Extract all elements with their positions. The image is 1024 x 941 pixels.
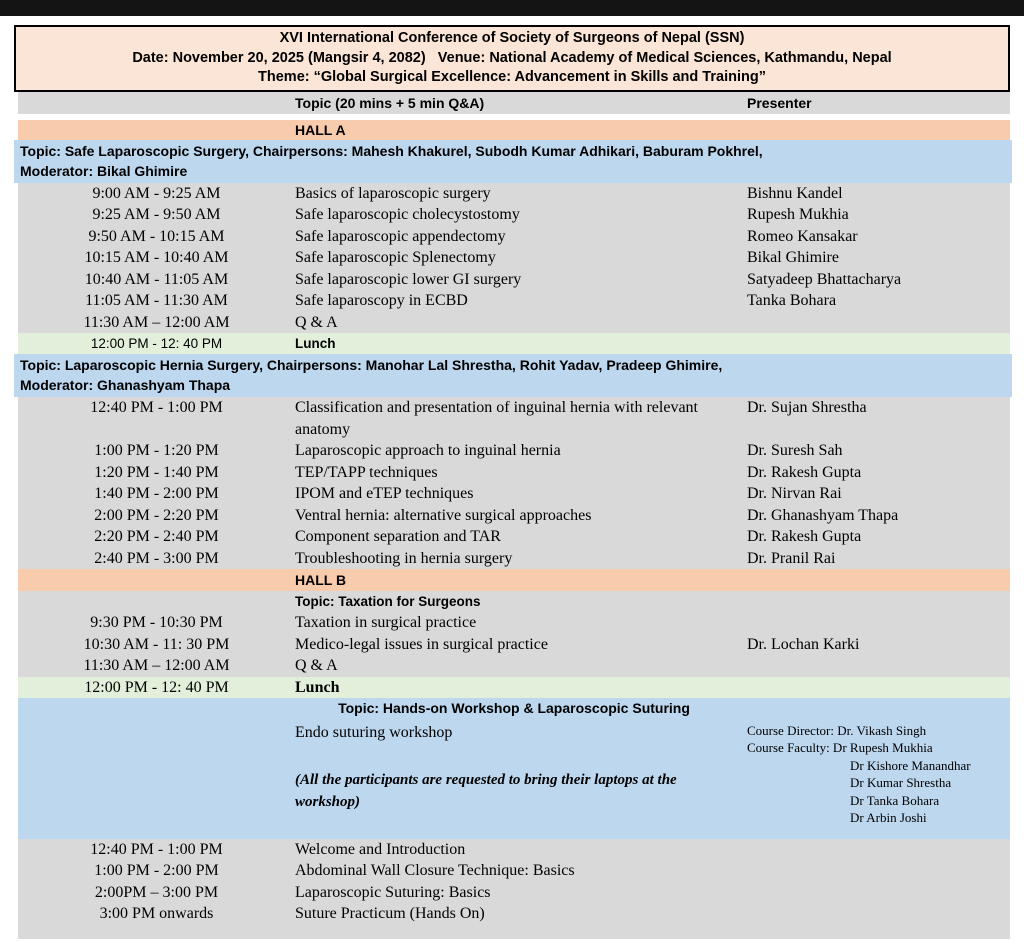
section-moderator-line: Moderator: Bikal Ghimire <box>20 162 188 179</box>
session-time: 1:00 PM - 1:20 PM <box>94 442 219 459</box>
session-presenter: Dr. Sujan Shrestha <box>747 399 867 416</box>
hall-a-section-header <box>14 140 1012 183</box>
session-time: 3:00 PM onwards <box>99 905 214 922</box>
column-header-row <box>18 92 1010 114</box>
session-row <box>18 269 1010 291</box>
session-presenter: Satyadeep Bhattacharya <box>747 270 902 288</box>
hall-b-subtopic-row <box>18 591 1010 612</box>
workshop-band: Topic: Hands-on Workshop & Laparoscopic Suturing <box>18 698 1010 719</box>
session-row <box>18 183 1010 205</box>
session-time: 2:40 PM - 3:00 PM <box>94 549 219 567</box>
session-presenter: Dr. Ghanashyam Thapa <box>747 506 899 524</box>
hall-b-band <box>18 569 1010 591</box>
session-presenter: Rupesh Mukhia <box>747 206 849 223</box>
session-row <box>18 882 1010 904</box>
session-topic: Q & A <box>295 657 338 674</box>
session-row <box>18 655 1010 677</box>
course-director: Course Director: Dr. Vikash Singh <box>747 722 927 738</box>
session-row <box>18 548 1010 570</box>
session-time: 11:05 AM - 11:30 AM <box>85 292 228 309</box>
hall-a-band <box>18 120 1010 140</box>
session-row <box>18 440 1010 462</box>
conference-header <box>14 25 1010 92</box>
session-row <box>18 462 1010 484</box>
lunch-label: Lunch <box>295 336 336 351</box>
session-row <box>18 634 1010 656</box>
course-faculty: Course Faculty: Dr Rupesh Mukhia <box>747 740 933 755</box>
session-time: 10:15 AM - 10:40 AM <box>84 249 229 266</box>
session-time: 1:40 PM - 2:00 PM <box>94 485 219 502</box>
workshop-body <box>18 719 1010 839</box>
session-time: 2:00PM – 3:00 PM <box>94 883 219 901</box>
session-time: 10:30 AM - 11: 30 PM <box>83 635 230 653</box>
lunch-label: Lunch <box>295 678 340 696</box>
session-row <box>18 839 1010 861</box>
session-time: 2:00 PM - 2:20 PM <box>94 506 219 524</box>
session-topic: Suture Practicum (Hands On) <box>295 905 485 922</box>
lunch-time: 12:00 PM - 12: 40 PM <box>90 336 223 351</box>
session-row <box>18 612 1010 634</box>
session-row <box>18 505 1010 527</box>
lunch-time: 12:00 PM - 12: 40 PM <box>84 678 229 696</box>
presenter-column-header: Presenter <box>747 94 812 111</box>
session-presenter: Dr. Lochan Karki <box>747 635 860 653</box>
session-row <box>18 312 1010 334</box>
section-title-line: Topic: Laparoscopic Hernia Surgery, Chairpersons: Manohar Lal Shrestha, Rohit Yadav, Pradeep Ghimire, <box>20 357 723 373</box>
subtopic-label: Topic: Taxation for Surgeons <box>295 594 481 609</box>
hall-a-label: HALL A <box>295 121 346 138</box>
hernia-section-header <box>14 354 1012 397</box>
session-topic: Safe laparoscopic appendectomy <box>295 227 506 245</box>
session-presenter: Dr. Rakesh Gupta <box>747 528 862 545</box>
faculty-member: Dr Tanka Bohara <box>850 792 940 808</box>
lunch-row <box>18 333 1010 354</box>
session-row <box>18 860 1010 882</box>
session-presenter: Dr. Nirvan Rai <box>747 485 842 502</box>
top-border-bar <box>0 0 1024 16</box>
session-presenter: Dr. Pranil Rai <box>747 549 836 567</box>
conference-title: XVI International Conference of Society of Surgeons of Nepal (SSN) <box>279 30 745 46</box>
session-row <box>18 483 1010 505</box>
session-topic: Ventral hernia: alternative surgical approaches <box>295 506 592 524</box>
session-row <box>18 526 1010 548</box>
session-time: 9:30 PM - 10:30 PM <box>90 614 223 631</box>
session-row <box>18 903 1010 925</box>
conference-theme: Theme: “Global Surgical Excellence: Advancement in Skills and Training” <box>258 69 766 85</box>
session-time: 12:40 PM - 1:00 PM <box>90 399 223 416</box>
session-topic: Component separation and TAR <box>295 528 501 545</box>
faculty-member: Dr Kumar Shrestha <box>850 775 952 790</box>
session-topic: Welcome and Introduction <box>295 840 466 858</box>
faculty-member: Dr Arbin Joshi <box>850 810 927 825</box>
conference-date-venue: Date: November 20, 2025 (Mangsir 4, 2082) Venue: National Academy of Medical Sciences, Kathmandu, Nepal <box>132 49 892 66</box>
session-topic: Safe laparoscopic Splenectomy <box>295 249 496 266</box>
session-time: 1:00 PM - 2:00 PM <box>94 862 219 879</box>
topic-column-header: Topic (20 mins + 5 min Q&A) <box>295 94 485 111</box>
session-topic: Medico-legal issues in surgical practice <box>295 635 548 653</box>
session-topic: Safe laparoscopic cholecystostomy <box>295 206 520 223</box>
workshop-name: Endo suturing workshop <box>295 723 453 741</box>
section-moderator-line: Moderator: Ghanashyam Thapa <box>20 377 231 393</box>
session-presenter: Romeo Kansakar <box>747 227 858 245</box>
session-topic: Classification and presentation of inguinal hernia with relevant anatomy <box>295 399 698 438</box>
session-row <box>18 397 1010 440</box>
session-topic: Abdominal Wall Closure Technique: Basics <box>295 862 575 879</box>
table-bottom-padding <box>18 925 1010 939</box>
session-row <box>18 204 1010 226</box>
session-topic: Safe laparoscopy in ECBD <box>295 292 468 309</box>
session-presenter: Dr. Rakesh Gupta <box>747 463 862 481</box>
session-time: 2:20 PM - 2:40 PM <box>94 528 219 545</box>
session-row <box>18 226 1010 248</box>
session-time: 9:00 AM - 9:25 AM <box>92 184 221 202</box>
hall-b-label: HALL B <box>295 572 347 588</box>
session-time: 10:40 AM - 11:05 AM <box>84 270 229 288</box>
session-topic: Q & A <box>295 313 338 331</box>
workshop-faculty-block <box>747 722 1010 827</box>
section-title-line: Topic: Safe Laparoscopic Surgery, Chairpersons: Mahesh Khakurel, Subodh Kumar Adhikari, Baburam Pokhrel, <box>20 142 763 159</box>
session-time: 11:30 AM – 12:00 AM <box>83 657 230 674</box>
session-row <box>18 247 1010 269</box>
session-time: 11:30 AM – 12:00 AM <box>83 313 230 331</box>
lunch-row <box>18 677 1010 698</box>
session-time: 9:25 AM - 9:50 AM <box>92 206 221 223</box>
session-presenter: Bishnu Kandel <box>747 184 843 202</box>
program-table <box>18 92 1010 939</box>
session-presenter: Tanka Bohara <box>747 292 837 309</box>
session-time: 12:40 PM - 1:00 PM <box>90 840 223 858</box>
session-presenter: Bikal Ghimire <box>747 249 839 266</box>
session-topic: Taxation in surgical practice <box>295 614 477 631</box>
session-time: 9:50 AM - 10:15 AM <box>88 227 225 245</box>
workshop-note: (All the participants are requested to bring their laptops at the workshop) <box>295 771 677 810</box>
session-topic: TEP/TAPP techniques <box>295 463 438 481</box>
session-row <box>18 290 1010 312</box>
session-presenter: Dr. Suresh Sah <box>747 442 843 459</box>
session-time: 1:20 PM - 1:40 PM <box>94 463 219 481</box>
session-topic: Laparoscopic Suturing: Basics <box>295 883 491 901</box>
session-topic: IPOM and eTEP techniques <box>295 485 474 502</box>
faculty-member: Dr Kishore Manandhar <box>850 757 971 773</box>
session-topic: Laparoscopic approach to inguinal hernia <box>295 442 561 459</box>
session-topic: Troubleshooting in hernia surgery <box>295 549 513 567</box>
session-topic: Basics of laparoscopic surgery <box>295 184 491 202</box>
session-topic: Safe laparoscopic lower GI surgery <box>295 270 522 288</box>
